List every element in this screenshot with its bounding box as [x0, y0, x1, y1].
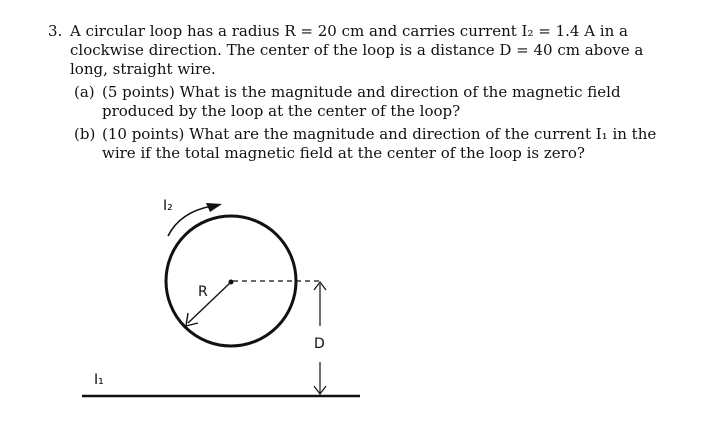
part-b-label: (b)	[74, 125, 96, 143]
problem-number: 3.	[48, 22, 63, 40]
radius-label: R	[198, 284, 208, 300]
part-a-label: (a)	[74, 83, 95, 101]
wire-current-label: I₁	[94, 372, 104, 388]
part-a-text: (5 points) What is the magnitude and direction of the magnetic field produced by the loop at the center of the loop?	[102, 83, 621, 120]
current-arrow-icon	[206, 203, 222, 212]
problem-statement: A circular loop has a radius R = 20 cm and carries current I₂ = 1.4 A in a clockwise direction. The center of the loop is a distance D = 40 cm above a long, straight wire.	[70, 22, 644, 78]
radius-line	[188, 282, 231, 323]
part-b-text: (10 points) What are the magnitude and direction of the current I₁ in the wire if the total magnetic field at the center of the loop is zero?	[102, 125, 657, 162]
loop-current-label: I₂	[163, 198, 173, 214]
distance-label: D	[314, 336, 325, 352]
